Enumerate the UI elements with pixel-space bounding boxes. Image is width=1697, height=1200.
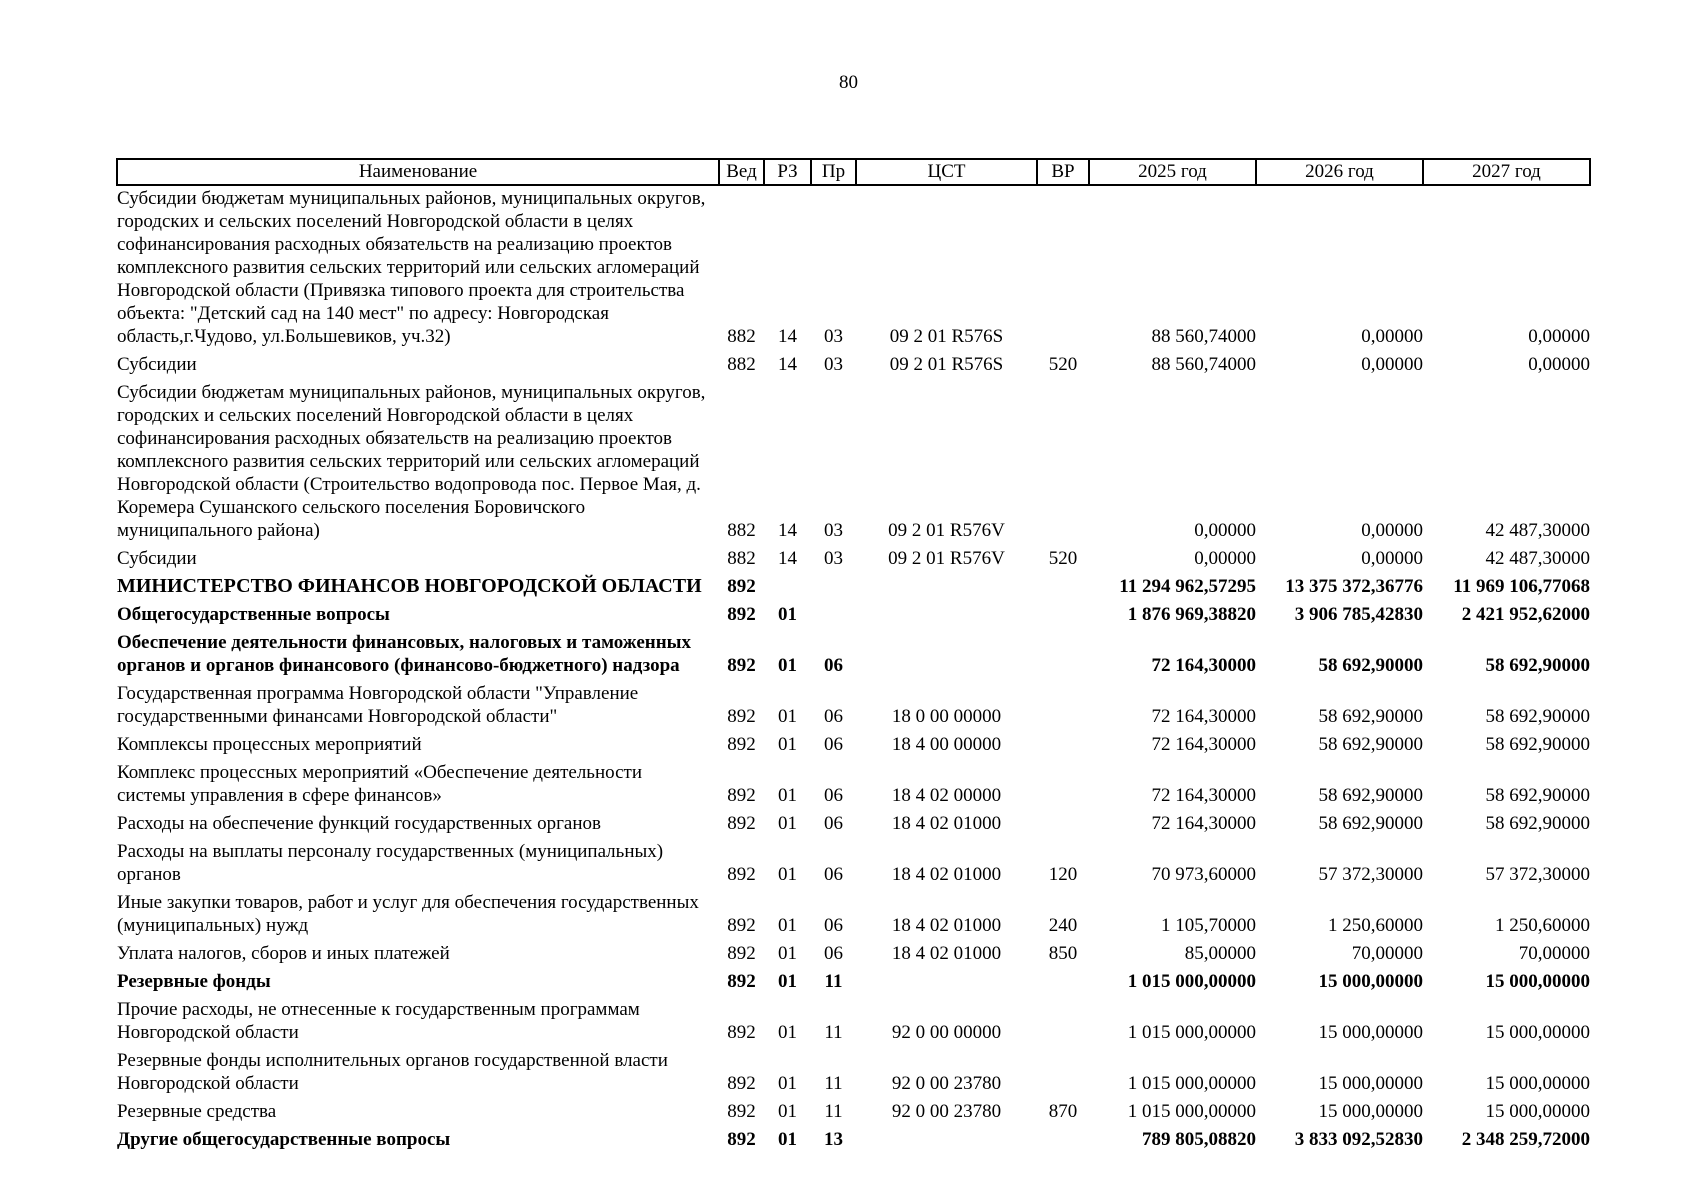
cell-2026: 58 692,90000 (1318, 785, 1423, 806)
table-row (117, 185, 1590, 352)
cell-name: Уплата налогов, сборов и иных платежей (117, 943, 450, 964)
cell-name: Расходы на обеспечение функций государственных органов (117, 813, 601, 834)
cell-2025: 72 164,30000 (1151, 785, 1256, 806)
table-row (117, 811, 1590, 839)
table-row (117, 1099, 1590, 1127)
cell-name: Обеспечение деятельности финансовых, налоговых и таможенных органов и органов финансового (финансово-бюджетного) надзора (117, 632, 691, 676)
cell-2026: 3 906 785,42830 (1294, 604, 1423, 625)
cell-name: Резервные фонды исполнительных органов государственной власти Новгородской области (117, 1050, 668, 1094)
cell-pr: 03 (824, 326, 843, 347)
cell-vr: 870 (1048, 1101, 1078, 1122)
cell-2027: 58 692,90000 (1485, 813, 1590, 834)
cell-2027: 42 487,30000 (1485, 548, 1590, 569)
cell-2025: 85,00000 (1184, 943, 1256, 964)
cell-ved: 892 (727, 915, 756, 936)
cell-pr: 03 (824, 354, 843, 375)
cell-rz: 01 (778, 971, 797, 992)
cell-2025: 72 164,30000 (1151, 734, 1256, 755)
cell-vr (1037, 602, 1089, 630)
cell-cst (856, 574, 1037, 602)
cell-cst: 92 0 00 23780 (891, 1101, 1002, 1122)
cell-pr: 06 (824, 785, 843, 806)
cell-2025: 1 015 000,00000 (1127, 1101, 1256, 1122)
cell-2027: 58 692,90000 (1485, 734, 1590, 755)
cell-2027: 57 372,30000 (1485, 864, 1590, 885)
page-number: 80 (839, 72, 858, 93)
cell-2025: 1 015 000,00000 (1127, 1073, 1256, 1094)
cell-cst: 18 4 00 00000 (891, 734, 1002, 755)
cell-pr: 11 (824, 1073, 843, 1094)
cell-ved: 892 (727, 971, 756, 992)
cell-2026: 0,00000 (1361, 326, 1423, 347)
cell-ved: 882 (727, 520, 756, 541)
cell-pr: 06 (824, 655, 843, 676)
header-vr: ВР (1037, 159, 1089, 185)
cell-rz: 01 (778, 655, 797, 676)
table-row (117, 997, 1590, 1048)
cell-cst (856, 602, 1037, 630)
cell-pr: 03 (824, 548, 843, 569)
cell-pr: 06 (824, 915, 843, 936)
cell-pr: 06 (824, 813, 843, 834)
cell-2027: 11 969 106,77068 (1453, 576, 1590, 597)
cell-2025: 789 805,08820 (1142, 1129, 1256, 1150)
table-row (117, 681, 1590, 732)
cell-pr: 03 (824, 520, 843, 541)
cell-rz: 01 (778, 813, 797, 834)
cell-2026: 58 692,90000 (1318, 813, 1423, 834)
cell-rz: 01 (778, 1073, 797, 1094)
cell-cst: 09 2 01 R576S (889, 326, 1004, 347)
cell-2026: 57 372,30000 (1318, 864, 1423, 885)
cell-cst: 18 4 02 01000 (891, 915, 1002, 936)
cell-vr (1037, 630, 1089, 681)
cell-2027: 15 000,00000 (1485, 1022, 1590, 1043)
cell-2025: 1 015 000,00000 (1127, 971, 1256, 992)
cell-rz: 01 (778, 706, 797, 727)
cell-pr: 11 (824, 971, 843, 992)
cell-vr: 850 (1048, 943, 1078, 964)
cell-2025: 70 973,60000 (1151, 864, 1256, 885)
cell-name: Комплексы процессных мероприятий (117, 734, 422, 755)
cell-cst: 92 0 00 00000 (891, 1022, 1002, 1043)
header-2025: 2025 год (1089, 159, 1256, 185)
cell-2026: 0,00000 (1361, 354, 1423, 375)
cell-2025: 1 876 969,38820 (1127, 604, 1256, 625)
cell-pr: 13 (824, 1129, 843, 1150)
cell-2026: 1 250,60000 (1328, 915, 1423, 936)
cell-cst (856, 630, 1037, 681)
cell-ved: 892 (727, 1022, 756, 1043)
cell-ved: 882 (727, 548, 756, 569)
cell-vr (1037, 969, 1089, 997)
cell-ved: 892 (727, 1129, 756, 1150)
cell-vr (1037, 732, 1089, 760)
cell-ved: 892 (727, 1073, 756, 1094)
cell-name: Иные закупки товаров, работ и услуг для обеспечения государственных (муниципальных) нужд (117, 892, 699, 936)
cell-cst: 92 0 00 23780 (891, 1073, 1002, 1094)
header-name: Наименование (117, 159, 719, 185)
cell-2027: 70,00000 (1518, 943, 1590, 964)
cell-2025: 11 294 962,57295 (1119, 576, 1256, 597)
cell-cst: 18 4 02 00000 (891, 785, 1002, 806)
cell-vr (1037, 1127, 1089, 1155)
budget-table (116, 158, 1591, 1155)
cell-2025: 0,00000 (1194, 520, 1256, 541)
table-row (117, 602, 1590, 630)
cell-2026: 13 375 372,36776 (1285, 576, 1423, 597)
cell-ved: 892 (727, 1101, 756, 1122)
cell-cst: 18 0 00 00000 (891, 706, 1002, 727)
cell-ved: 892 (727, 576, 756, 597)
cell-vr (1037, 811, 1089, 839)
table-row (117, 546, 1590, 574)
table-row (117, 380, 1590, 546)
table-row (117, 630, 1590, 681)
cell-2025: 88 560,74000 (1151, 326, 1256, 347)
cell-pr: 06 (824, 706, 843, 727)
header-2026: 2026 год (1256, 159, 1423, 185)
table-row (117, 760, 1590, 811)
cell-rz: 01 (778, 943, 797, 964)
cell-name: Прочие расходы, не отнесенные к государственным программам Новгородской области (117, 999, 640, 1043)
cell-name: Другие общегосударственные вопросы (117, 1129, 451, 1150)
cell-name: Резервные средства (117, 1101, 277, 1122)
cell-name: Общегосударственные вопросы (117, 604, 390, 625)
header-pr: Пр (811, 159, 856, 185)
cell-2026: 15 000,00000 (1318, 1022, 1423, 1043)
cell-name: Комплекс процессных мероприятий «Обеспечение деятельности системы управления в сфере финансов» (117, 762, 643, 806)
table-row (117, 574, 1590, 602)
cell-vr: 120 (1048, 864, 1078, 885)
cell-name: Субсидии бюджетам муниципальных районов, муниципальных округов, городских и сельских поселений Новгородской области в целях софинансирования расходных обязательств на реализацию проектов комплексного развития сельских территорий или сельских агломераций Новгородской области (Строительство водопровода пос. Первое Мая, д. Коремера Сушанского сельского поселения Боровичского муниципального района) (117, 382, 706, 541)
cell-cst: 09 2 01 R576S (889, 354, 1004, 375)
cell-2027: 42 487,30000 (1485, 520, 1590, 541)
table-body (117, 185, 1590, 1155)
cell-name: МИНИСТЕРСТВО ФИНАНСОВ НОВГОРОДСКОЙ ОБЛАСТИ (117, 575, 702, 597)
cell-rz: 14 (778, 326, 797, 347)
cell-cst: 18 4 02 01000 (891, 813, 1002, 834)
cell-2025: 72 164,30000 (1151, 655, 1256, 676)
cell-rz: 14 (778, 548, 797, 569)
cell-2026: 15 000,00000 (1318, 1101, 1423, 1122)
cell-vr (1037, 380, 1089, 546)
cell-cst: 09 2 01 R576V (888, 520, 1005, 541)
cell-2026: 70,00000 (1351, 943, 1423, 964)
cell-2026: 15 000,00000 (1318, 971, 1423, 992)
cell-2027: 0,00000 (1528, 326, 1590, 347)
cell-2025: 72 164,30000 (1151, 813, 1256, 834)
cell-2025: 72 164,30000 (1151, 706, 1256, 727)
cell-vr: 520 (1048, 548, 1078, 569)
cell-2027: 58 692,90000 (1485, 706, 1590, 727)
cell-name: Государственная программа Новгородской области "Управление государственными финансами Новгородской области" (117, 683, 639, 727)
cell-2026: 3 833 092,52830 (1294, 1129, 1423, 1150)
cell-pr: 11 (824, 1101, 843, 1122)
cell-name: Резервные фонды (117, 971, 271, 992)
cell-ved: 892 (727, 864, 756, 885)
cell-2026: 0,00000 (1361, 520, 1423, 541)
cell-2027: 15 000,00000 (1485, 1101, 1590, 1122)
cell-rz: 01 (778, 734, 797, 755)
cell-rz: 01 (778, 1129, 797, 1150)
cell-ved: 892 (727, 655, 756, 676)
header-cst: ЦСТ (856, 159, 1037, 185)
cell-2026: 58 692,90000 (1318, 706, 1423, 727)
cell-pr: 06 (824, 864, 843, 885)
table-row (117, 732, 1590, 760)
cell-pr: 06 (824, 734, 843, 755)
cell-2026: 15 000,00000 (1318, 1073, 1423, 1094)
cell-cst: 09 2 01 R576V (888, 548, 1005, 569)
cell-pr: 11 (824, 1022, 843, 1043)
cell-cst (856, 1127, 1037, 1155)
cell-2025: 88 560,74000 (1151, 354, 1256, 375)
cell-cst (856, 969, 1037, 997)
table-row (117, 969, 1590, 997)
cell-rz: 01 (778, 604, 797, 625)
cell-vr: 520 (1048, 354, 1078, 375)
table-row (117, 1048, 1590, 1099)
cell-vr (1037, 1048, 1089, 1099)
cell-ved: 882 (727, 326, 756, 347)
header-rz: РЗ (764, 159, 811, 185)
cell-name: Субсидии (117, 354, 197, 375)
cell-2027: 58 692,90000 (1485, 785, 1590, 806)
cell-rz: 01 (778, 915, 797, 936)
cell-2026: 0,00000 (1361, 548, 1423, 569)
cell-vr (1037, 681, 1089, 732)
cell-2027: 58 692,90000 (1485, 655, 1590, 676)
table-row (117, 839, 1590, 890)
cell-pr: 06 (824, 943, 843, 964)
cell-name: Субсидии (117, 548, 197, 569)
table-row (117, 1127, 1590, 1155)
cell-vr (1037, 185, 1089, 352)
cell-2027: 15 000,00000 (1485, 971, 1590, 992)
header-ved: Вед (719, 159, 764, 185)
cell-2025: 1 015 000,00000 (1127, 1022, 1256, 1043)
table-header (117, 159, 1590, 185)
cell-rz: 01 (778, 1022, 797, 1043)
cell-vr (1037, 574, 1089, 602)
table-row (117, 890, 1590, 941)
cell-cst: 18 4 02 01000 (891, 943, 1002, 964)
cell-ved: 892 (727, 785, 756, 806)
cell-2027: 0,00000 (1528, 354, 1590, 375)
cell-vr (1037, 760, 1089, 811)
cell-rz: 01 (778, 1101, 797, 1122)
cell-name: Расходы на выплаты персоналу государственных (муниципальных) органов (117, 841, 664, 885)
cell-pr (811, 602, 856, 630)
cell-2025: 1 105,70000 (1161, 915, 1256, 936)
cell-vr: 240 (1048, 915, 1078, 936)
cell-vr (1037, 997, 1089, 1048)
cell-2026: 58 692,90000 (1318, 734, 1423, 755)
cell-ved: 892 (727, 943, 756, 964)
cell-ved: 892 (727, 604, 756, 625)
cell-ved: 892 (727, 706, 756, 727)
cell-rz: 14 (778, 520, 797, 541)
cell-rz: 01 (778, 864, 797, 885)
cell-ved: 892 (727, 813, 756, 834)
cell-ved: 892 (727, 734, 756, 755)
cell-cst: 18 4 02 01000 (891, 864, 1002, 885)
table-row (117, 941, 1590, 969)
header-2027: 2027 год (1423, 159, 1590, 185)
cell-2026: 58 692,90000 (1318, 655, 1423, 676)
cell-ved: 882 (727, 354, 756, 375)
cell-2027: 1 250,60000 (1495, 915, 1590, 936)
cell-pr (811, 574, 856, 602)
cell-2027: 2 421 952,62000 (1461, 604, 1590, 625)
cell-2027: 15 000,00000 (1485, 1073, 1590, 1094)
cell-2025: 0,00000 (1194, 548, 1256, 569)
table-row (117, 352, 1590, 380)
cell-2027: 2 348 259,72000 (1461, 1129, 1590, 1150)
cell-rz: 14 (778, 354, 797, 375)
cell-rz (764, 574, 811, 602)
cell-rz: 01 (778, 785, 797, 806)
cell-name: Субсидии бюджетам муниципальных районов, муниципальных округов, городских и сельских поселений Новгородской области в целях софинансирования расходных обязательств на реализацию проектов комплексного развития сельских территорий или сельских агломераций Новгородской области (Привязка типового проекта для строительства объекта: "Детский сад на 140 мест" по адресу: Новгородская область,г.Чудово, ул.Большевиков, уч.32) (117, 188, 706, 347)
